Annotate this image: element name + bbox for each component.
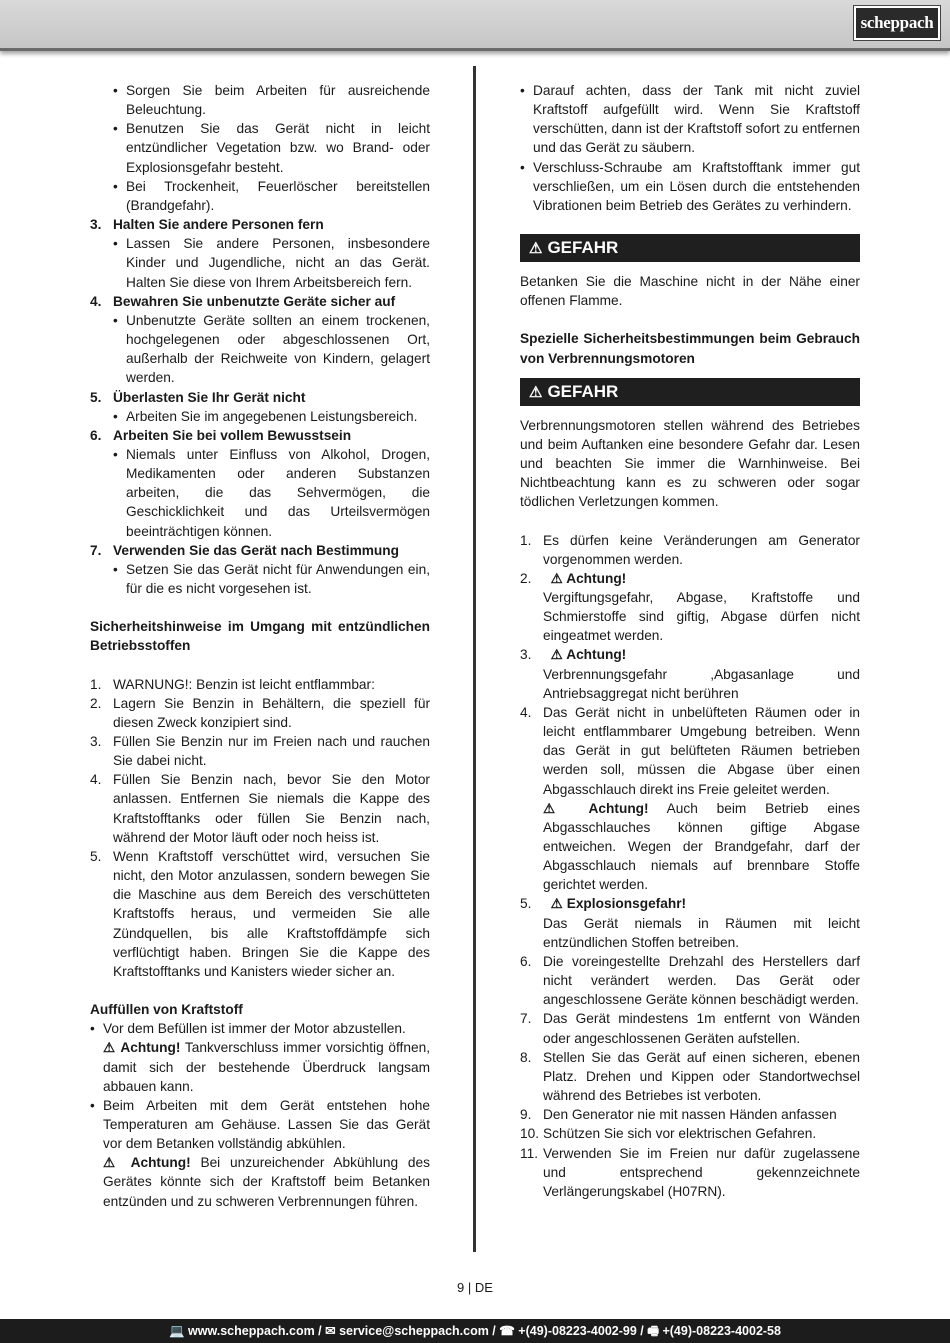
list-item: • Vor dem Befüllen ist immer der Motor abzustellen. ⚠ Achtung! Tankverschluss immer vorsichtig öffnen, damit sich der bestehende Überdruck langsam abbauen kann.	[90, 1019, 430, 1096]
right-column	[520, 81, 860, 1201]
list-item: • Verschluss-Schraube am Kraftstofftank immer gut verschließen, um ein Lösen durch die entstehenden Vibrationen beim Betrieb des Gerätes zu verhindern.	[520, 158, 860, 215]
warning-icon: ⚠	[103, 1155, 131, 1171]
numbered-heading: 3. Halten Sie andere Personen fern	[90, 217, 324, 233]
warning-icon: ⚠	[543, 800, 589, 816]
list-item: 2. ⚠ Achtung! Vergiftungsgefahr, Abgase, Kraftstoffe und Schmierstoffe sind giftig, Abgase dürfen nicht eingeatmet werden.	[520, 570, 860, 644]
list-item: 3. Füllen Sie Benzin nur im Freien nach und rauchen Sie dabei nicht.	[90, 734, 430, 769]
list-item: 2. Lagern Sie Benzin in Behältern, die speziell für diesen Zweck konzipiert sind.	[90, 695, 430, 730]
list-item: 9. Den Generator nie mit nassen Händen anfassen	[520, 1107, 837, 1123]
warning-icon: ⚠	[550, 896, 567, 912]
numbered-heading: 7. Verwenden Sie das Gerät nach Bestimmung	[90, 542, 400, 558]
list-item: • Lassen Sie andere Personen, insbesondere Kinder und Jugendliche, nicht an das Gerät. Halten Sie diese von Ihrem Arbeitsbereich fern.	[113, 234, 430, 291]
list-item: • Unbenutzte Geräte sollten an einem trockenen, hochgelegenen oder abgeschlossenen Ort, außerhalb der Reichweite von Kindern, gelagert werden.	[113, 311, 430, 388]
danger-banner: ⚠ GEFAHR	[520, 234, 860, 262]
warning-icon: ⚠	[550, 647, 567, 663]
list-item: • Setzen Sie das Gerät nicht für Anwendungen ein, für die es nicht vorgesehen ist.	[113, 560, 430, 598]
warning-icon: ⚠	[550, 570, 567, 586]
danger-text: Verbrennungsmotoren stellen während des Betriebes und beim Auftanken eine besondere Gefahr dar. Lesen und beachten Sie immer die Warnhinweise. Bei Nichtbeachtung kann es zu schweren oder sogar tödlichen Verletzungen kommen.	[520, 417, 860, 510]
list-item: 4. Füllen Sie Benzin nach, bevor Sie den Motor anlassen. Entfernen Sie niemals die Kappe des Kraftstofftanks oder füllen Sie Benzin nach, während der Motor läuft oder noch heiss ist.	[90, 772, 430, 845]
list-item: 6. Die voreingestellte Drehzahl des Herstellers darf nicht verändert werden. Das Gerät oder angeschlossene Geräte können beschädigt werden.	[520, 953, 860, 1008]
list-item: • Beim Arbeiten mit dem Gerät entstehen hohe Temperaturen am Gehäuse. Lassen Sie das Gerät vor dem Betanken vollständig abkühlen. ⚠ Achtung! Bei unzureichender Abkühlung des Gerätes könnte sich der Kraftstoff beim Betanken entzünden und zu schweren Verbrennungen führen.	[90, 1096, 430, 1211]
list-item: • Darauf achten, dass der Tank mit nicht zuviel Kraftstoff aufgefüllt wird. Wenn Sie Kraftstoff verschütten, dann ist der Kraftstoff sofort zu entfernen und das Gerät zu säubern.	[520, 81, 860, 158]
list-item: • Bei Trockenheit, Feuerlöscher bereitstellen (Brandgefahr).	[113, 177, 430, 215]
list-item: • Arbeiten Sie im angegebenen Leistungsbereich.	[113, 407, 430, 426]
list-item: 4. Das Gerät nicht in unbelüfteten Räumen oder in leicht entflammbarer Umgebung betreiben. Wenn das Gerät in gut belüfteten Räumen betrieben werden soll, müssen die Abgase über einen Abgasschlauch direkt ins Freie geleitet werden. ⚠ Achtung! Auch beim Betrieb eines Abgasschlauches können giftige Abgase entweichen. Wegen der Brandgefahr, darf der Abgasschlauch niemals auf brennbare Stoffe gerichtet werden.	[520, 704, 860, 893]
section-heading: Auffüllen von Kraftstoff	[90, 1002, 243, 1018]
left-column	[90, 81, 430, 1211]
numbered-heading: 4. Bewahren Sie unbenutzte Geräte sicher auf	[90, 293, 396, 309]
danger-text: Betanken Sie die Maschine nicht in der Nähe einer offenen Flamme.	[520, 274, 860, 309]
list-item: 5. Wenn Kraftstoff verschüttet wird, versuchen Sie nicht, den Motor anzulassen, sondern bewegen Sie die Maschine aus dem Bereich des verschütteten Kraftstoffs heraus, und vermeiden Sie alle Zündquellen, bis alle Kraftstoffdämpfe sich verflüchtigt haben. Bringen Sie die Kappe des Kraftstofftanks und Kanisters wieder sicher an.	[90, 848, 430, 979]
section-heading: Sicherheitshinweise im Umgang mit entzündlichen Betriebsstoffen	[90, 619, 430, 654]
list-item: 5. ⚠ Explosionsgefahr! Das Gerät niemals in Räumen mit leicht entzündlichen Stoffen betreiben.	[520, 896, 860, 950]
danger-banner: ⚠ GEFAHR	[520, 378, 860, 406]
numbered-heading: 5. Überlasten Sie Ihr Gerät nicht	[90, 389, 306, 405]
list-item: 1. WARNUNG!: Benzin ist leicht entflammbar:	[90, 676, 375, 692]
list-item: 10. Schützen Sie sich vor elektrischen Gefahren.	[520, 1126, 817, 1142]
footer-contact-bar: 💻 www.scheppach.com / ✉ service@scheppach.com / ☎ +(49)-08223-4002-99 / 🖷 +(49)-08223-4002-58	[0, 1319, 950, 1343]
list-item: 1. Es dürfen keine Veränderungen am Generator vorgenommen werden.	[520, 532, 860, 567]
list-item: 8. Stellen Sie das Gerät auf einen sicheren, ebenen Platz. Drehen und Kippen oder Standortwechsel während des Betriebes ist verboten.	[520, 1049, 860, 1104]
section-heading: Spezielle Sicherheitsbestimmungen beim Gebrauch von Verbrennungsmotoren	[520, 331, 860, 366]
warning-icon: ⚠	[103, 1040, 121, 1056]
numbered-heading: 6. Arbeiten Sie bei vollem Bewusstsein	[90, 427, 352, 443]
scheppach-logo: scheppach	[854, 6, 940, 40]
list-item: 7. Das Gerät mindestens 1m entfernt von Wänden oder angeschlossenen Geräten aufstellen.	[520, 1011, 860, 1046]
list-item: 11. Verwenden Sie im Freien nur dafür zugelassene und entsprechend gekennzeichnete Verlängerungskabel (H07RN).	[520, 1145, 860, 1199]
list-item: • Benutzen Sie das Gerät nicht in leicht entzündlicher Vegetation bzw. wo Brand- oder Explosionsgefahr besteht.	[113, 119, 430, 176]
list-item: • Sorgen Sie beim Arbeiten für ausreichende Beleuchtung.	[113, 81, 430, 119]
page-number: 9 | DE	[457, 1280, 493, 1295]
warning-icon: ⚠	[529, 240, 543, 258]
header-bar	[0, 0, 950, 51]
warning-icon: ⚠	[529, 383, 543, 401]
list-item: 3. ⚠ Achtung! Verbrennungsgefahr ,Abgasanlage und Antriebsaggregat nicht berühren	[520, 647, 860, 701]
list-item: • Niemals unter Einfluss von Alkohol, Drogen, Medikamenten oder anderen Substanzen arbeiten, die das Sehvermögen, die Geschicklichkeit und das Urteilsvermögen beeinträchtigen können.	[113, 445, 430, 541]
column-divider	[473, 66, 476, 1252]
